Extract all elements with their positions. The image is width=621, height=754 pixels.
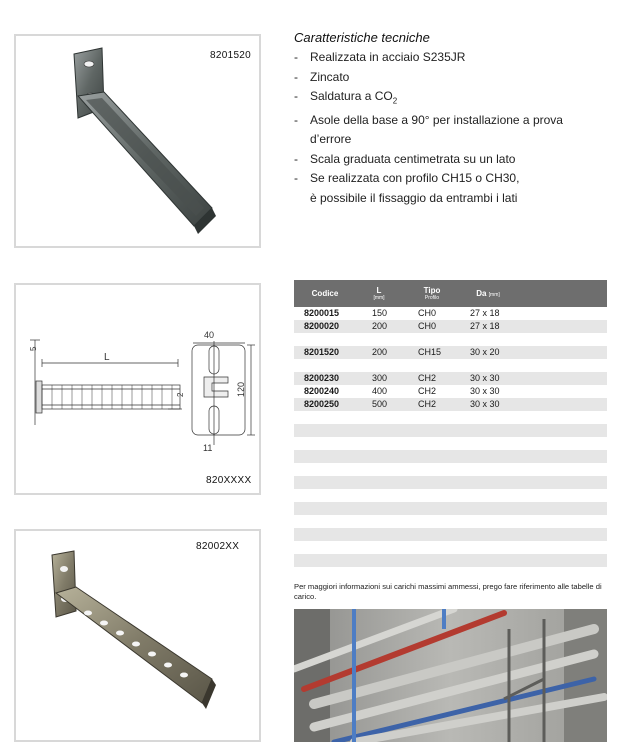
drawing-dim-small-right: 2 <box>176 392 185 397</box>
product-image-frame-bottom <box>14 529 261 742</box>
table-row <box>294 398 607 411</box>
spec-item: - Scala graduata centimetrata su un lato <box>294 151 516 166</box>
table-cell: 30 x 20 <box>470 347 500 357</box>
table-row <box>294 437 607 450</box>
table-row <box>294 476 607 489</box>
drawing-dim-side: 120 <box>236 381 246 397</box>
product-image-frame-top <box>14 34 261 248</box>
spec-item: - Saldatura a $CO_2$ <box>294 89 398 106</box>
header-length: L [mm] <box>373 286 385 301</box>
table-row <box>294 502 607 515</box>
table-body <box>294 307 607 567</box>
product-table <box>294 280 607 567</box>
drawing-dim-small-left: 5 <box>29 346 38 351</box>
product-code-top: 8201520 <box>210 50 252 61</box>
bracket-photo-top <box>16 36 259 246</box>
spec-item-continuation: d’errore <box>310 132 352 147</box>
table-cell: 300 <box>372 373 388 383</box>
spec-item: - Realizzata in acciaio S235JR <box>294 50 466 64</box>
bracket-photo-bottom <box>16 531 259 740</box>
table-row <box>294 385 607 398</box>
table-cell: CH2 <box>418 399 437 409</box>
spec-item: - Se realizzata con profilo CH15 o CH30, <box>294 171 520 186</box>
table-row <box>294 554 607 567</box>
drawing-code: 820XXXX <box>206 475 252 486</box>
drawing-dim-length: L <box>104 352 110 363</box>
table-cell: CH0 <box>418 321 437 331</box>
table-row <box>294 515 607 528</box>
table-header <box>294 280 607 307</box>
table-cell: 500 <box>372 399 388 409</box>
table-cell: 8200230 <box>304 373 340 383</box>
spec-item: - Asole della base a 90° per installazione a prova <box>294 112 563 127</box>
table-row <box>294 411 607 424</box>
table-row <box>294 489 607 502</box>
table-cell: 30 x 30 <box>470 399 500 409</box>
table-cell: 200 <box>372 347 388 357</box>
table-cell: 200 <box>372 321 388 331</box>
drawing-dim-top: 40 <box>204 330 215 340</box>
table-row <box>294 333 607 346</box>
table-cell: 8200015 <box>304 308 340 318</box>
header-da: Da [mm] <box>476 289 500 298</box>
table-cell: 30 x 30 <box>470 373 500 383</box>
product-code-bottom: 82002XX <box>196 541 240 552</box>
spec-item-continuation: è possibile il fissaggio da entrambi i lati <box>310 190 518 205</box>
drawing-dim-bottom: 11 <box>203 443 213 453</box>
header-codice: Codice <box>311 289 339 298</box>
table-cell: 27 x 18 <box>470 308 500 318</box>
installation-photo <box>294 609 607 742</box>
table-row <box>294 320 607 333</box>
table-row <box>294 424 607 437</box>
table-cell: 150 <box>372 308 388 318</box>
table-row <box>294 372 607 385</box>
co2-subscript: 2 <box>392 96 398 106</box>
table-row <box>294 359 607 372</box>
table-row <box>294 463 607 476</box>
table-cell: 400 <box>372 386 388 396</box>
table-cell: 8200250 <box>304 399 340 409</box>
table-cell: 27 x 18 <box>470 321 500 331</box>
spec-item: - Zincato <box>294 69 350 84</box>
table-row <box>294 528 607 541</box>
table-cell: CH15 <box>418 347 442 357</box>
specs-title: Caratteristiche tecniche <box>294 30 430 45</box>
table-row <box>294 307 607 320</box>
table-row <box>294 541 607 554</box>
table-row <box>294 450 607 463</box>
table-row <box>294 346 607 359</box>
load-info-note: Per maggiori informazioni sui carichi massimi ammessi, prego fare riferimento alle tabelle di carico. <box>294 582 602 601</box>
table-cell: 8200020 <box>304 321 340 331</box>
table-cell: 8201520 <box>304 347 340 357</box>
header-tipo: Tipo Profilo <box>423 286 441 301</box>
table-cell: 8200240 <box>304 386 340 396</box>
table-cell: CH0 <box>418 308 437 318</box>
technical-drawing <box>16 285 259 493</box>
table-cell: CH2 <box>418 386 437 396</box>
specs-section <box>294 30 612 208</box>
technical-drawing-frame <box>14 283 261 495</box>
table-cell: CH2 <box>418 373 437 383</box>
table-cell: 30 x 30 <box>470 386 500 396</box>
